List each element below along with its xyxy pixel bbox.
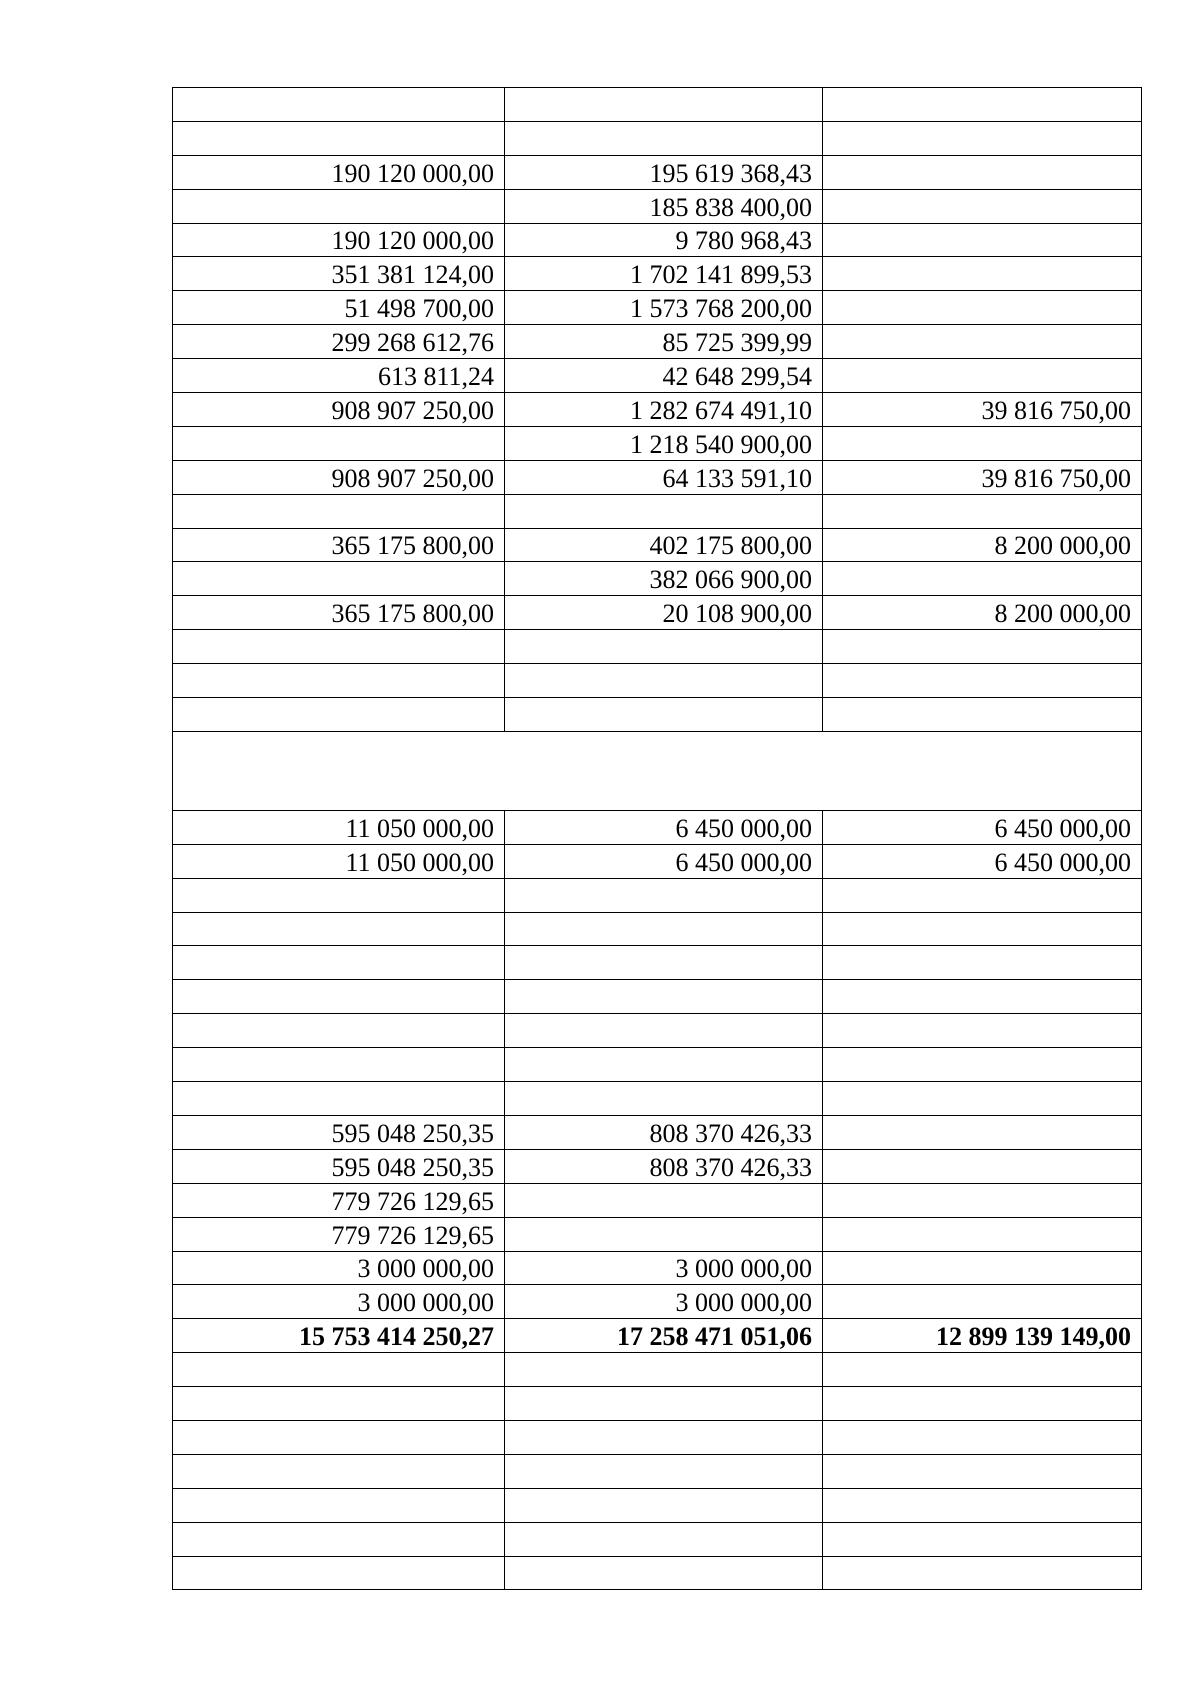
table-row bbox=[173, 1048, 1142, 1082]
amount-cell-col-2 bbox=[505, 1082, 823, 1116]
table-row bbox=[173, 494, 1142, 528]
amount-cell-col-1: 190 120 000,00 bbox=[173, 223, 505, 257]
amount-cell-col-1: 613 811,24 bbox=[173, 359, 505, 393]
amount-cell-col-3 bbox=[823, 359, 1142, 393]
amount-cell-col-2: 402 175 800,00 bbox=[505, 528, 823, 562]
amount-cell-col-3 bbox=[823, 1183, 1142, 1217]
table-row bbox=[173, 630, 1142, 664]
amount-cell-col-2 bbox=[505, 1387, 823, 1421]
amount-cell-col-1: 595 048 250,35 bbox=[173, 1149, 505, 1183]
table-row bbox=[173, 528, 1142, 562]
table-row bbox=[173, 1285, 1142, 1319]
table-row bbox=[173, 1420, 1142, 1454]
amount-cell-col-1 bbox=[173, 1488, 505, 1522]
amount-cell-col-1 bbox=[173, 912, 505, 946]
amount-cell-col-3: 39 816 750,00 bbox=[823, 393, 1142, 427]
amount-cell-col-3: 39 816 750,00 bbox=[823, 460, 1142, 494]
table-row bbox=[173, 1082, 1142, 1116]
amount-cell-col-1 bbox=[173, 426, 505, 460]
amount-cell-col-1: 11 050 000,00 bbox=[173, 810, 505, 844]
amount-cell-col-3 bbox=[823, 1251, 1142, 1285]
amount-cell-col-3 bbox=[823, 223, 1142, 257]
amount-cell-col-3 bbox=[823, 664, 1142, 698]
amount-cell-col-2: 20 108 900,00 bbox=[505, 596, 823, 630]
total-cell-col-3: 12 899 139 149,00 bbox=[823, 1319, 1142, 1353]
table-row bbox=[173, 155, 1142, 189]
table-row bbox=[173, 980, 1142, 1014]
amount-cell-col-3 bbox=[823, 1014, 1142, 1048]
table-row bbox=[173, 1149, 1142, 1183]
amount-cell-col-2: 85 725 399,99 bbox=[505, 325, 823, 359]
table-row bbox=[173, 426, 1142, 460]
amount-cell-col-2: 185 838 400,00 bbox=[505, 189, 823, 223]
amount-cell-col-1: 351 381 124,00 bbox=[173, 257, 505, 291]
amount-cell-col-1 bbox=[173, 88, 505, 122]
amount-cell-col-2 bbox=[505, 946, 823, 980]
amount-cell-col-3 bbox=[823, 1488, 1142, 1522]
amount-cell-col-1: 190 120 000,00 bbox=[173, 155, 505, 189]
amount-cell-col-3 bbox=[823, 1353, 1142, 1387]
amount-cell-col-2: 6 450 000,00 bbox=[505, 810, 823, 844]
amount-cell-col-2: 1 573 768 200,00 bbox=[505, 291, 823, 325]
table-total-row bbox=[173, 1319, 1142, 1353]
amount-cell-col-1 bbox=[173, 1048, 505, 1082]
amount-cell-col-1 bbox=[173, 698, 505, 732]
amount-cell-col-1 bbox=[173, 189, 505, 223]
amount-cell-col-1: 11 050 000,00 bbox=[173, 844, 505, 878]
amount-cell-col-2: 42 648 299,54 bbox=[505, 359, 823, 393]
table-row bbox=[173, 844, 1142, 878]
amount-cell-col-2: 3 000 000,00 bbox=[505, 1285, 823, 1319]
amount-cell-col-1: 779 726 129,65 bbox=[173, 1217, 505, 1251]
amount-cell-col-3 bbox=[823, 1285, 1142, 1319]
table-row bbox=[173, 1217, 1142, 1251]
amount-cell-col-3 bbox=[823, 630, 1142, 664]
table-row bbox=[173, 189, 1142, 223]
amount-cell-col-3 bbox=[823, 980, 1142, 1014]
table-row bbox=[173, 1251, 1142, 1285]
table-row bbox=[173, 1014, 1142, 1048]
amount-cell-col-2 bbox=[505, 1420, 823, 1454]
amounts-table-body bbox=[173, 88, 1142, 1590]
amount-cell-col-1 bbox=[173, 1420, 505, 1454]
amount-cell-col-2 bbox=[505, 88, 823, 122]
amount-cell-col-1 bbox=[173, 494, 505, 528]
amount-cell-col-1 bbox=[173, 121, 505, 155]
amount-cell-col-3 bbox=[823, 1149, 1142, 1183]
amount-cell-col-1: 908 907 250,00 bbox=[173, 393, 505, 427]
table-row bbox=[173, 1387, 1142, 1421]
amount-cell-col-2: 808 370 426,33 bbox=[505, 1149, 823, 1183]
amount-cell-col-1 bbox=[173, 1014, 505, 1048]
table-row bbox=[173, 698, 1142, 732]
amount-cell-col-2 bbox=[505, 630, 823, 664]
table-row bbox=[173, 1454, 1142, 1488]
amount-cell-col-2 bbox=[505, 1556, 823, 1590]
amount-cell-col-3 bbox=[823, 257, 1142, 291]
table-row bbox=[173, 325, 1142, 359]
amount-cell-col-3 bbox=[823, 1115, 1142, 1149]
amount-cell-col-2: 1 218 540 900,00 bbox=[505, 426, 823, 460]
table-row bbox=[173, 1522, 1142, 1556]
table-row bbox=[173, 121, 1142, 155]
amount-cell-col-2: 195 619 368,43 bbox=[505, 155, 823, 189]
amount-cell-col-3 bbox=[823, 155, 1142, 189]
table-section-row bbox=[173, 731, 1142, 810]
amount-cell-col-1 bbox=[173, 1556, 505, 1590]
amount-cell-col-2 bbox=[505, 698, 823, 732]
amount-cell-col-3 bbox=[823, 189, 1142, 223]
amount-cell-col-1 bbox=[173, 664, 505, 698]
table-row bbox=[173, 291, 1142, 325]
amount-cell-col-2 bbox=[505, 1048, 823, 1082]
amount-cell-col-3 bbox=[823, 325, 1142, 359]
table-row bbox=[173, 1353, 1142, 1387]
table-row bbox=[173, 946, 1142, 980]
amount-cell-col-3 bbox=[823, 1048, 1142, 1082]
table-row bbox=[173, 912, 1142, 946]
amount-cell-col-1 bbox=[173, 1353, 505, 1387]
amount-cell-col-1 bbox=[173, 946, 505, 980]
amount-cell-col-1 bbox=[173, 878, 505, 912]
table-row bbox=[173, 878, 1142, 912]
amount-cell-col-3 bbox=[823, 562, 1142, 596]
amount-cell-col-2 bbox=[505, 1353, 823, 1387]
section-cell bbox=[173, 731, 1142, 810]
table-row bbox=[173, 596, 1142, 630]
amount-cell-col-1: 779 726 129,65 bbox=[173, 1183, 505, 1217]
amount-cell-col-3 bbox=[823, 426, 1142, 460]
table-row bbox=[173, 1183, 1142, 1217]
table-row bbox=[173, 1115, 1142, 1149]
amount-cell-col-1 bbox=[173, 562, 505, 596]
amount-cell-col-3 bbox=[823, 88, 1142, 122]
total-cell-col-2: 17 258 471 051,06 bbox=[505, 1319, 823, 1353]
table-row bbox=[173, 562, 1142, 596]
amount-cell-col-3 bbox=[823, 1556, 1142, 1590]
amount-cell-col-1 bbox=[173, 980, 505, 1014]
amount-cell-col-3 bbox=[823, 1387, 1142, 1421]
amount-cell-col-2: 1 702 141 899,53 bbox=[505, 257, 823, 291]
amount-cell-col-3 bbox=[823, 1420, 1142, 1454]
amount-cell-col-2 bbox=[505, 912, 823, 946]
amount-cell-col-3 bbox=[823, 878, 1142, 912]
table-row bbox=[173, 460, 1142, 494]
amount-cell-col-1: 908 907 250,00 bbox=[173, 460, 505, 494]
amount-cell-col-1 bbox=[173, 630, 505, 664]
table-row bbox=[173, 257, 1142, 291]
amount-cell-col-3 bbox=[823, 946, 1142, 980]
amount-cell-col-1: 3 000 000,00 bbox=[173, 1285, 505, 1319]
amount-cell-col-2 bbox=[505, 494, 823, 528]
amount-cell-col-2 bbox=[505, 121, 823, 155]
table-row bbox=[173, 1488, 1142, 1522]
amount-cell-col-2: 382 066 900,00 bbox=[505, 562, 823, 596]
table-row bbox=[173, 88, 1142, 122]
amount-cell-col-1: 3 000 000,00 bbox=[173, 1251, 505, 1285]
amount-cell-col-2: 3 000 000,00 bbox=[505, 1251, 823, 1285]
amount-cell-col-1 bbox=[173, 1454, 505, 1488]
table-row bbox=[173, 810, 1142, 844]
amount-cell-col-1: 595 048 250,35 bbox=[173, 1115, 505, 1149]
amount-cell-col-3: 8 200 000,00 bbox=[823, 528, 1142, 562]
amount-cell-col-2 bbox=[505, 1183, 823, 1217]
amount-cell-col-1 bbox=[173, 1082, 505, 1116]
table-row bbox=[173, 393, 1142, 427]
table-row bbox=[173, 664, 1142, 698]
amount-cell-col-2 bbox=[505, 664, 823, 698]
amount-cell-col-3 bbox=[823, 698, 1142, 732]
amount-cell-col-2: 808 370 426,33 bbox=[505, 1115, 823, 1149]
amount-cell-col-2 bbox=[505, 1014, 823, 1048]
amount-cell-col-1: 51 498 700,00 bbox=[173, 291, 505, 325]
amount-cell-col-1 bbox=[173, 1387, 505, 1421]
amount-cell-col-2 bbox=[505, 1488, 823, 1522]
amount-cell-col-3 bbox=[823, 494, 1142, 528]
amount-cell-col-2: 1 282 674 491,10 bbox=[505, 393, 823, 427]
table-row bbox=[173, 1556, 1142, 1590]
amount-cell-col-2 bbox=[505, 1522, 823, 1556]
amounts-table bbox=[172, 87, 1142, 1590]
amount-cell-col-3 bbox=[823, 1454, 1142, 1488]
amount-cell-col-3 bbox=[823, 1217, 1142, 1251]
amount-cell-col-3 bbox=[823, 291, 1142, 325]
amount-cell-col-3: 6 450 000,00 bbox=[823, 844, 1142, 878]
amount-cell-col-3 bbox=[823, 1082, 1142, 1116]
amount-cell-col-1 bbox=[173, 1522, 505, 1556]
amount-cell-col-1: 365 175 800,00 bbox=[173, 596, 505, 630]
table-row bbox=[173, 223, 1142, 257]
amount-cell-col-2: 6 450 000,00 bbox=[505, 844, 823, 878]
amount-cell-col-1: 365 175 800,00 bbox=[173, 528, 505, 562]
amount-cell-col-3: 8 200 000,00 bbox=[823, 596, 1142, 630]
amount-cell-col-3 bbox=[823, 1522, 1142, 1556]
amount-cell-col-3 bbox=[823, 121, 1142, 155]
amount-cell-col-2: 64 133 591,10 bbox=[505, 460, 823, 494]
amount-cell-col-3 bbox=[823, 912, 1142, 946]
amount-cell-col-2 bbox=[505, 878, 823, 912]
amount-cell-col-2 bbox=[505, 1217, 823, 1251]
amount-cell-col-3: 6 450 000,00 bbox=[823, 810, 1142, 844]
amount-cell-col-1: 299 268 612,76 bbox=[173, 325, 505, 359]
total-cell-col-1: 15 753 414 250,27 bbox=[173, 1319, 505, 1353]
table-row bbox=[173, 359, 1142, 393]
amount-cell-col-2 bbox=[505, 980, 823, 1014]
amount-cell-col-2 bbox=[505, 1454, 823, 1488]
amount-cell-col-2: 9 780 968,43 bbox=[505, 223, 823, 257]
